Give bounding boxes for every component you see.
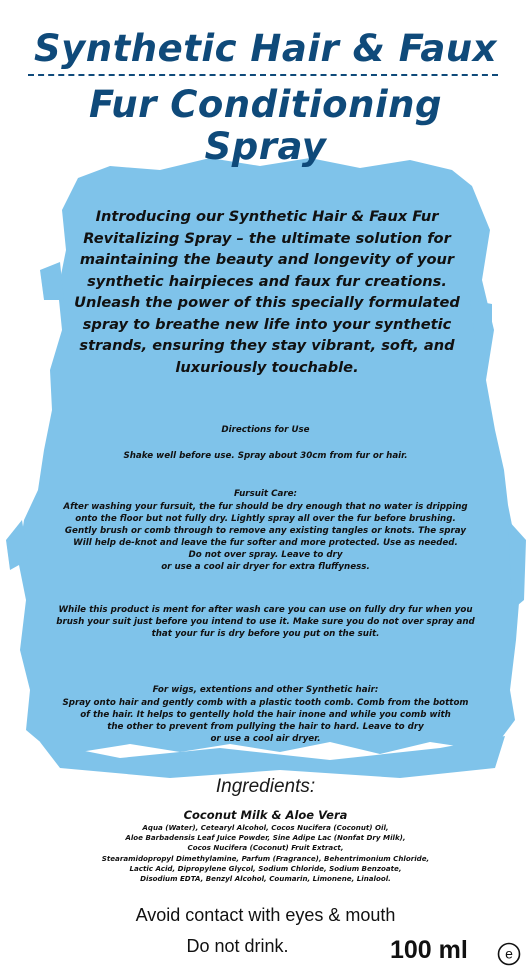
warning-eyes-mouth: Avoid contact with eyes & mouth (135, 905, 396, 925)
ingredients-heading: Ingredients: (215, 776, 316, 797)
after-wash-text (20, 604, 511, 640)
after-wash-line: that your fur is dry before you put on the suit. (151, 629, 380, 639)
ingredients-subheading: Coconut Milk & Aloe Vera (183, 808, 348, 822)
title-line-3: Spray (204, 125, 327, 168)
directions-heading: Directions for Use (221, 425, 310, 435)
fursuit-heading: Fursuit Care: (234, 489, 297, 499)
directions-text: Shake well before use. Spray about 30cm from fur or hair. (123, 451, 408, 461)
fursuit-line: or use a cool air dryer for extra fluffyness. (161, 562, 370, 572)
title-line-2: Fur Conditioning (89, 83, 442, 126)
warning-do-not-drink: Do not drink. (186, 936, 289, 956)
title-line-1: Synthetic Hair & Faux (33, 27, 497, 70)
after-wash-line: While this product is ment for after wash care you can use on fully dry fur when you (58, 605, 473, 615)
fursuit-line: After washing your fursuit, the fur should be dry enough that no water is dripping (63, 502, 468, 512)
ingredient-line: Disodium EDTA, Benzyl Alcohol, Coumarin, Limonene, Linalool. (140, 874, 391, 884)
volume-label: 100 ml (390, 936, 468, 964)
wigs-line: of the hair. It helps to gentelly hold the hair inone and while you comb with (80, 710, 451, 720)
title-dash-underline (28, 74, 498, 76)
estimated-sign-icon (497, 942, 521, 966)
ingredients-list (60, 823, 471, 884)
ingredient-line: Aqua (Water), Cetearyl Alcohol, Cocos Nucifera (Coconut) Oil, (142, 823, 389, 832)
ingredient-line: Aloe Barbadensis Leaf Juice Powder, Sine Adipe Lac (Nonfat Dry Milk), (125, 833, 406, 843)
wigs-heading: For wigs, extentions and other Synthetic hair: (152, 685, 379, 695)
wigs-line: Spray onto hair and gently comb with a plastic tooth comb. Comb from the bottom (62, 698, 469, 708)
after-wash-line: brush your suit just before you intend to use it. Make sure you do not over spray and (56, 617, 475, 627)
fursuit-line: onto the floor but not fully dry. Lightly spray all over the fur before brushing. (75, 514, 456, 524)
fursuit-line: Gently brush or comb through to remove any existing tangles or knots. The spray (64, 526, 467, 536)
wigs-text (20, 697, 511, 745)
intro-paragraph: Introducing our Synthetic Hair & Faux Fur Revitalizing Spray – the ultimate solution for maintaining the beauty and longevity of your synthetic hairpieces and faux fur creations. Unleash the power of this specially formulated spray to breathe new life into your synthetic strands, ensuring they stay vibrant, soft, and luxuriously touchable. (74, 208, 460, 376)
fursuit-care-text (20, 501, 511, 573)
ingredient-line: Lactic Acid, Dipropylene Glycol, Sodium Chloride, Sodium Benzoate, (129, 863, 402, 873)
fursuit-line: Will help de-knot and leave the fur softer and more protected. Use as needed. (73, 538, 458, 548)
fursuit-line: Do not over spray. Leave to dry (188, 550, 343, 560)
wigs-line: the other to prevent from pullying the hair to hard. Leave to dry (107, 722, 424, 732)
ingredient-line: Cocos Nucifera (Coconut) Fruit Extract, (187, 843, 344, 853)
estimated-sign-letter: e (505, 945, 513, 962)
wigs-line: or use a cool air dryer. (210, 734, 321, 744)
ingredient-line: Stearamidopropyl Dimethylamine, Parfum (Fragrance), Behentrimonium Chloride, (101, 853, 430, 863)
